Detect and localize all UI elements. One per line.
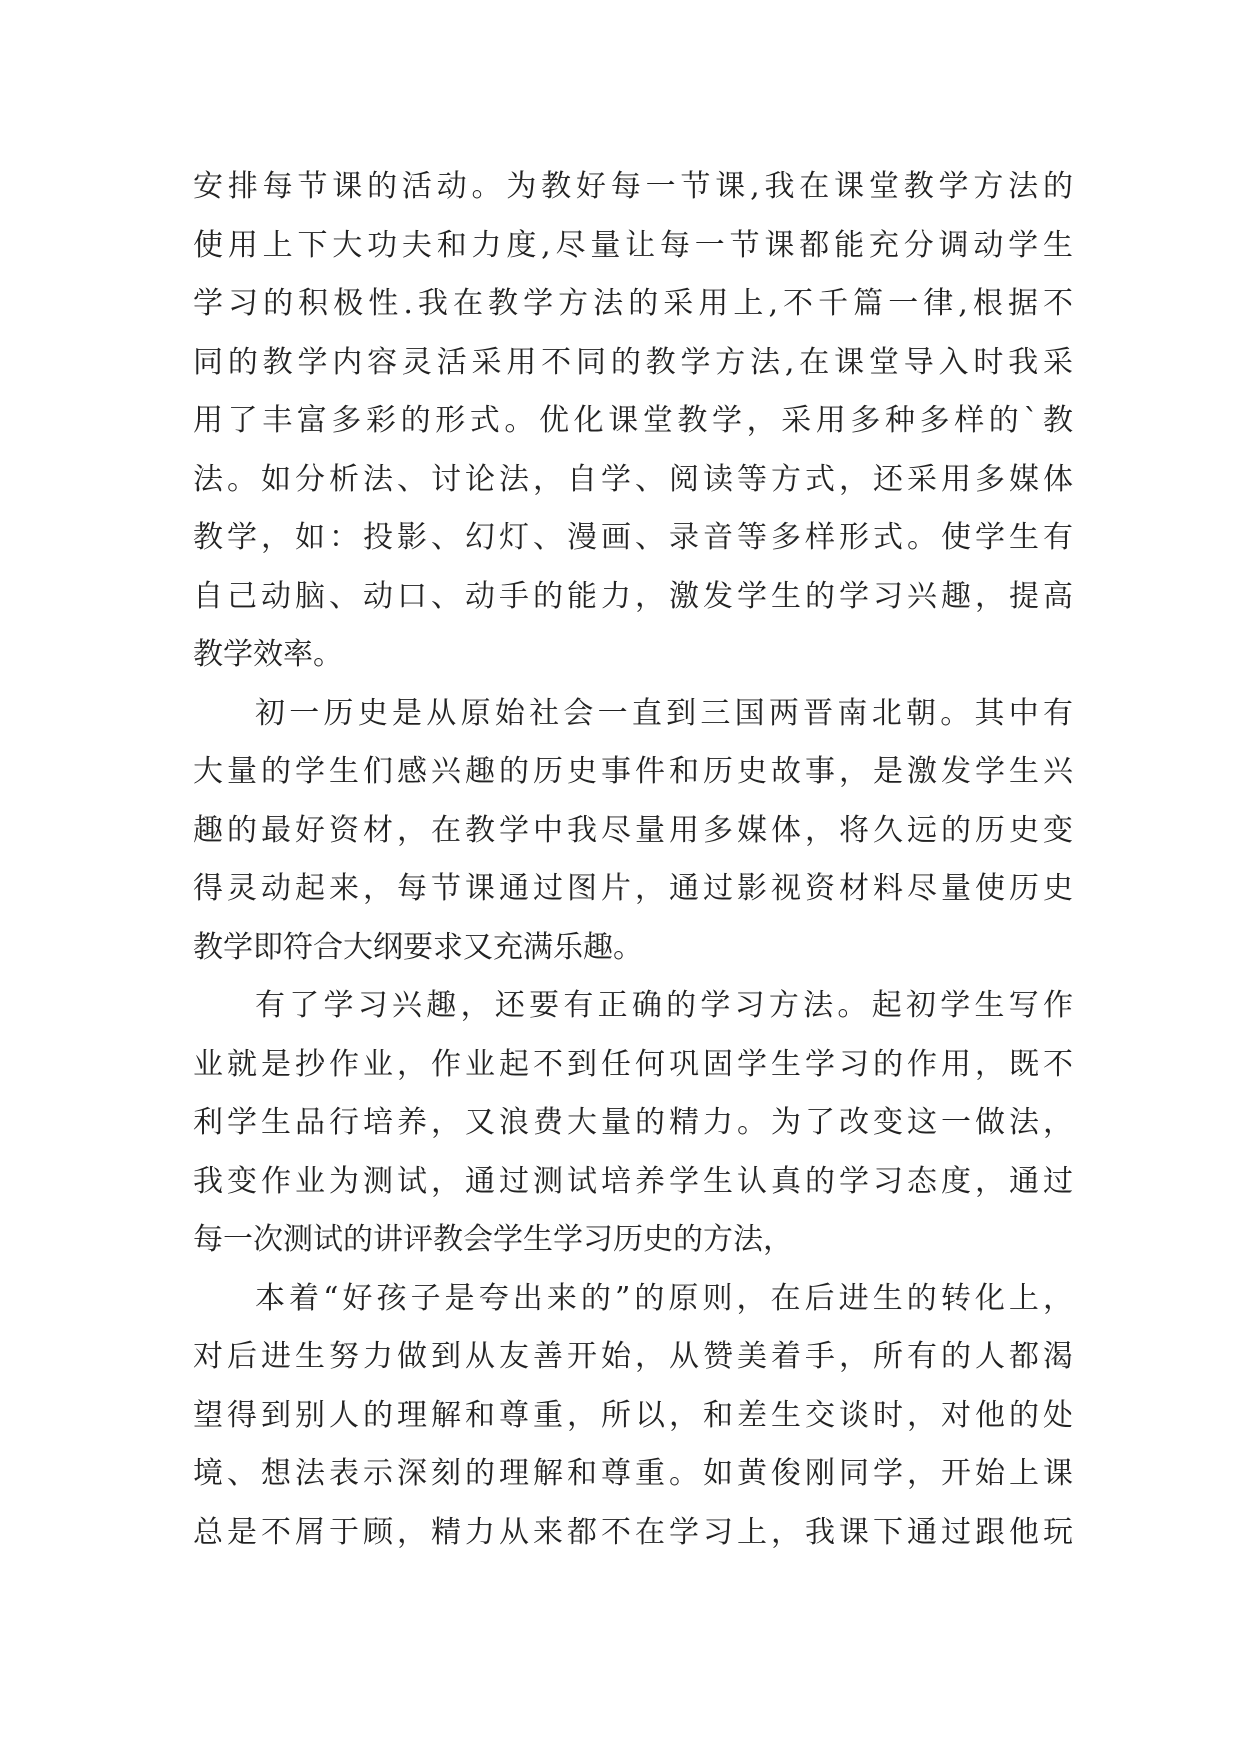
text-line: 安排每节课的活动。为教好每一节课,我在课堂教学方法的 <box>193 169 1073 204</box>
text-line: 有了学习兴趣，还要有正确的学习方法。起初学生写作 <box>255 988 1073 1023</box>
text-line: 教学效率。 <box>193 637 343 672</box>
text-line: 总是不屑于顾，精力从来都不在学习上，我课下通过跟他玩 <box>193 1514 1073 1550</box>
text-line: 同的教学内容灵活采用不同的教学方法,在课堂导入时我采 <box>193 344 1073 380</box>
text-line: 使用上下大功夫和力度,尽量让每一节课都能充分调动学生 <box>193 227 1073 263</box>
text-line: 每一次测试的讲评教会学生学习历史的方法， <box>193 1222 793 1257</box>
body-text <box>193 158 1073 1562</box>
text-line: 大量的学生们感兴趣的历史事件和历史故事，是激发学生兴 <box>193 754 1073 789</box>
text-line: 教学，如：投影、幻灯、漫画、录音等多样形式。使学生有 <box>193 520 1073 555</box>
text-line: 利学生品行培养，又浪费大量的精力。为了改变这一做法， <box>193 1105 1073 1140</box>
text-line: 我变作业为测试，通过测试培养学生认真的学习态度，通过 <box>193 1163 1073 1199</box>
text-line: 自己动脑、动口、动手的能力，激发学生的学习兴趣，提高 <box>193 578 1073 614</box>
text-line: 对后进生努力做到从友善开始，从赞美着手，所有的人都渴 <box>193 1339 1073 1374</box>
text-line: 教学即符合大纲要求又充满乐趣。 <box>193 929 643 965</box>
text-line: 业就是抄作业，作业起不到任何巩固学生学习的作用，既不 <box>193 1046 1073 1082</box>
paragraph <box>193 977 1073 1270</box>
paragraph <box>193 158 1073 685</box>
paragraph <box>193 1270 1073 1563</box>
text-line: 初一历史是从原始社会一直到三国两晋南北朝。其中有 <box>255 695 1073 731</box>
text-line: 法。如分析法、讨论法，自学、阅读等方式，还采用多媒体 <box>193 461 1073 497</box>
text-line: 得灵动起来，每节课通过图片，通过影视资材料尽量使历史 <box>193 871 1073 906</box>
paragraph <box>193 685 1073 978</box>
text-line: 境、想法表示深刻的理解和尊重。如黄俊刚同学，开始上课 <box>193 1456 1073 1491</box>
text-line: 学习的积极性.我在教学方法的采用上,不千篇一律,根据不 <box>193 286 1073 321</box>
text-line: 望得到别人的理解和尊重，所以，和差生交谈时，对他的处 <box>193 1397 1073 1433</box>
text-line: 用了丰富多彩的形式。优化课堂教学，采用多种多样的`教 <box>193 403 1073 438</box>
text-line: 趣的最好资材，在教学中我尽量用多媒体，将久远的历史变 <box>193 812 1073 848</box>
text-line: 本着“好孩子是夸出来的”的原则，在后进生的转化上， <box>255 1280 1073 1316</box>
